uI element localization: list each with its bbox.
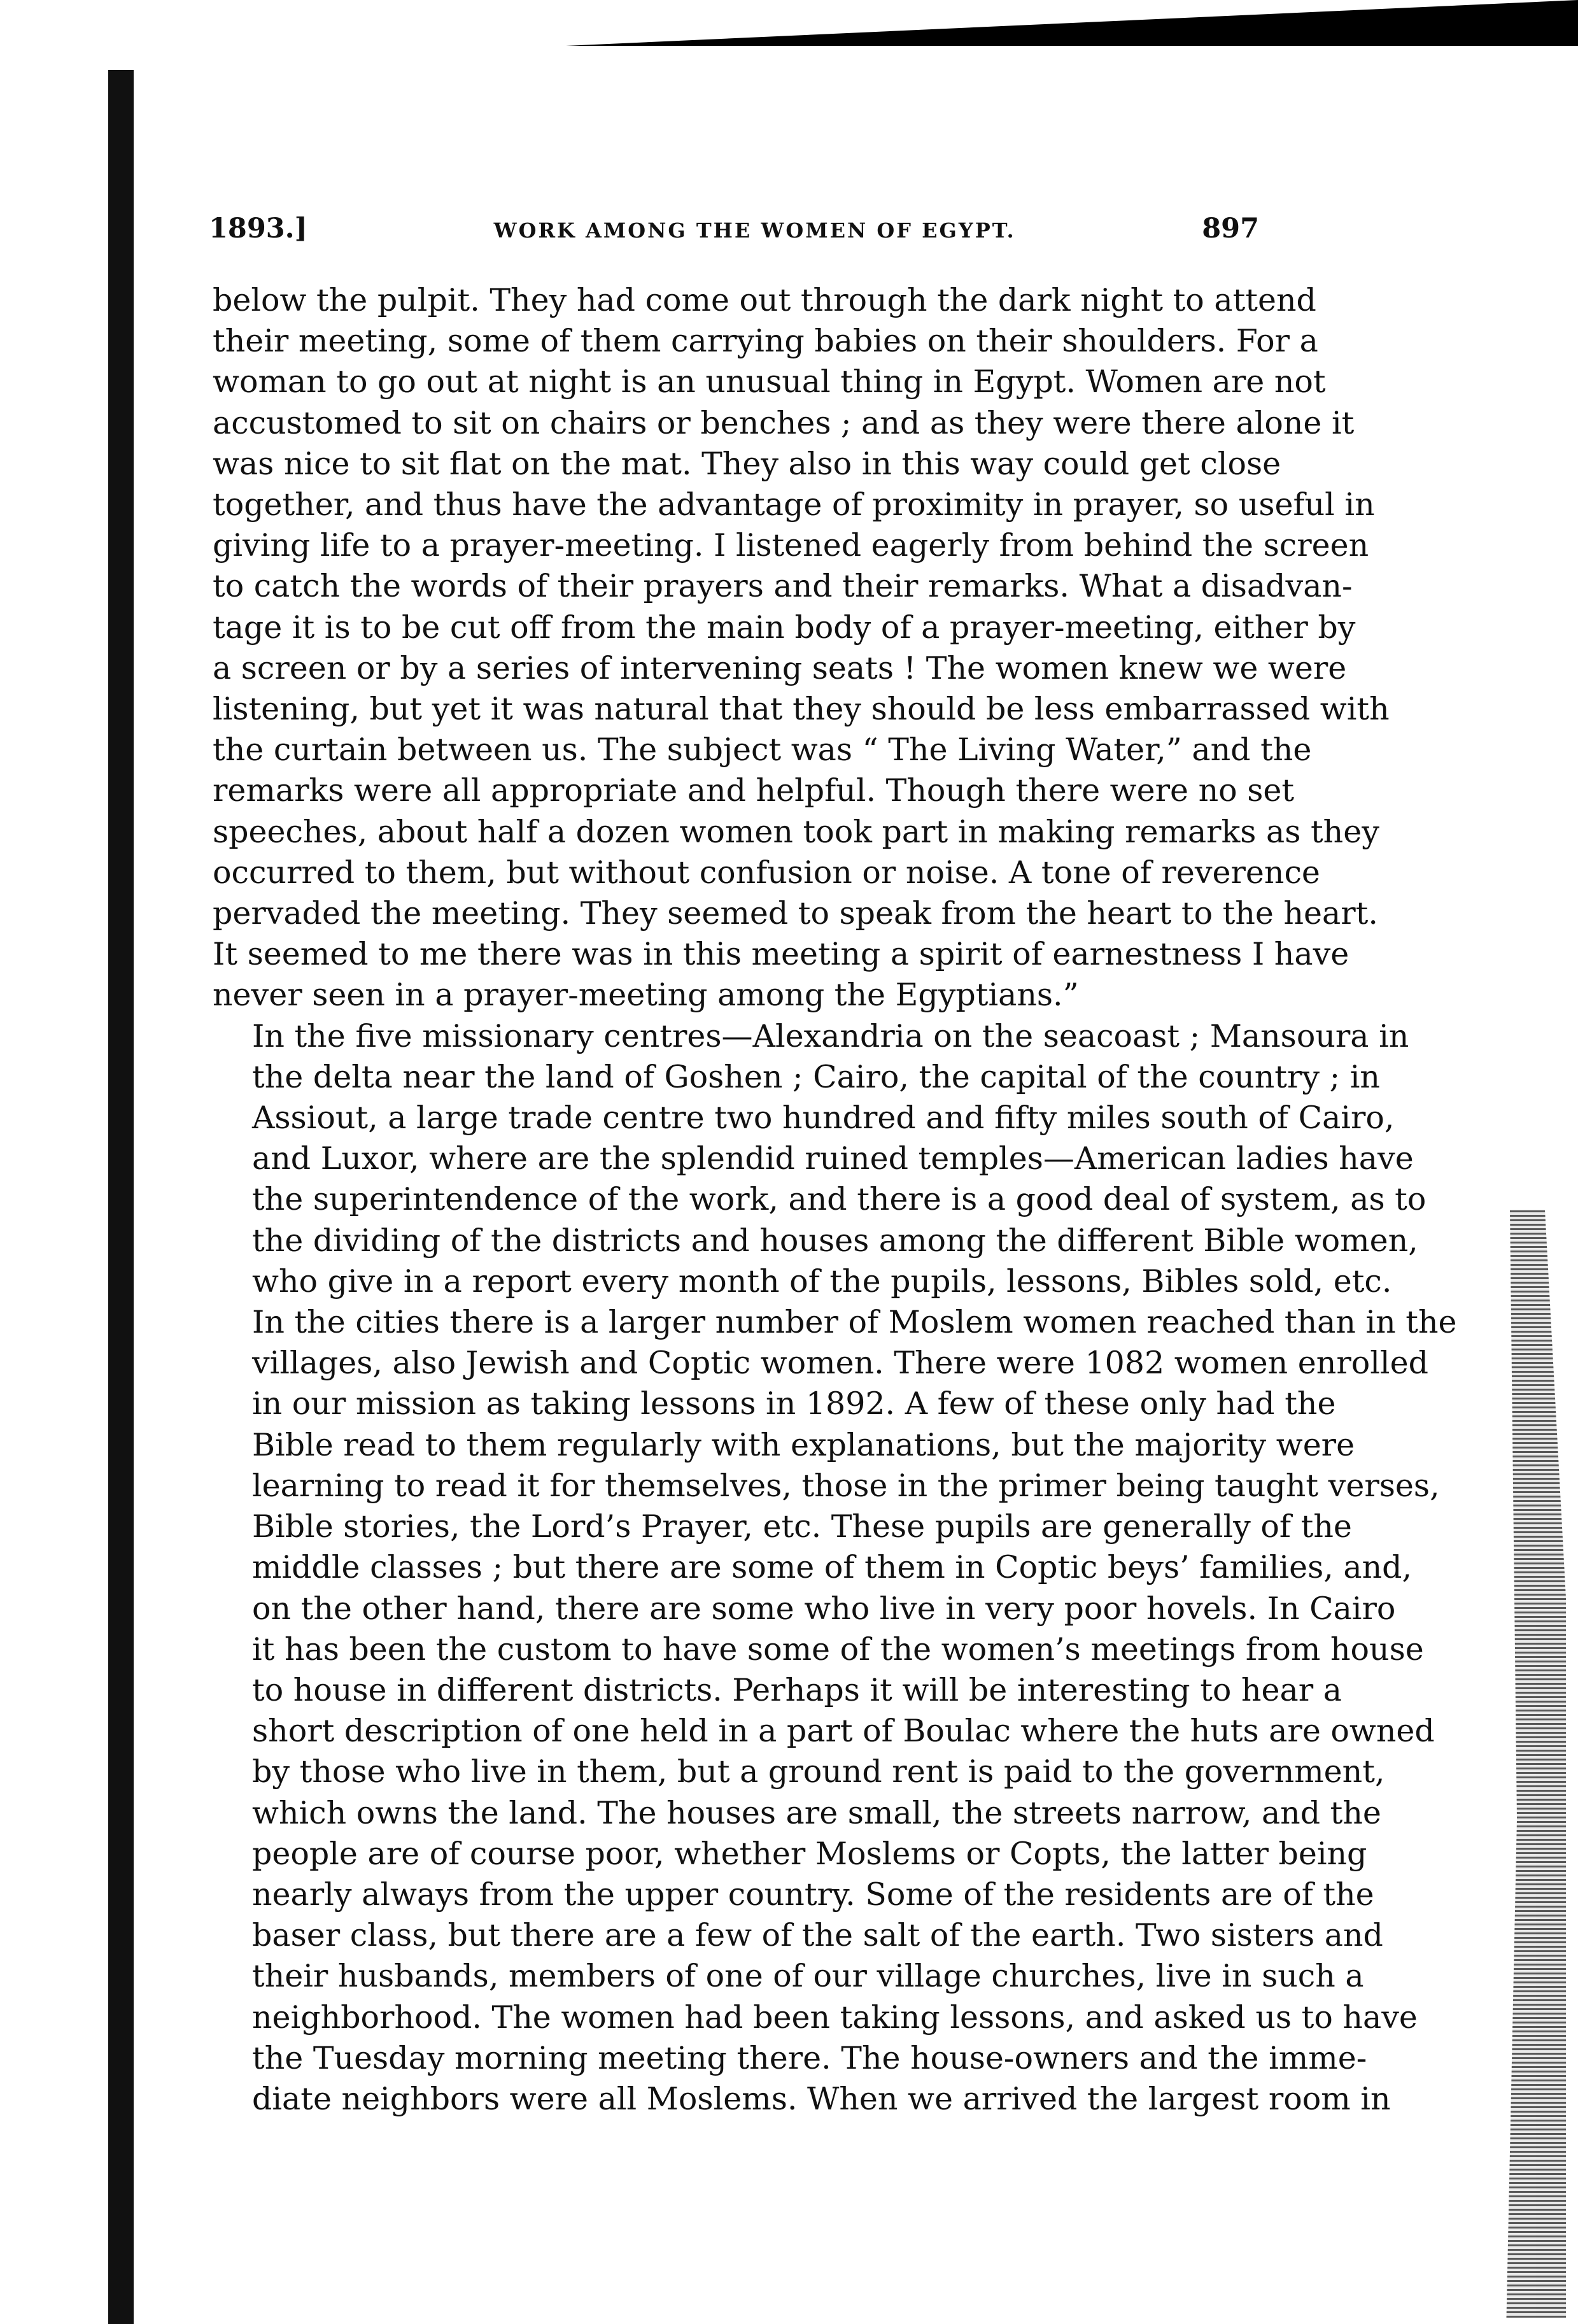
- paragraph: [213, 1016, 1457, 2120]
- text-line: together, and thus have the advantage of proximity in prayer, so useful in: [213, 486, 1375, 523]
- text-line: woman to go out at night is an unusual thing in Egypt. Women are not: [213, 364, 1326, 400]
- text-line: remarks were all appropriate and helpful. Though there were no set: [213, 772, 1295, 809]
- text-line: by those who live in them, but a ground rent is paid to the government,: [252, 1754, 1385, 1790]
- text-line: learning to read it for themselves, those in the primer being taught verses,: [252, 1467, 1440, 1504]
- text-line: nearly always from the upper country. Some of the residents are of the: [252, 1876, 1374, 1913]
- text-line: middle classes ; but there are some of them in Coptic beys’ families, and,: [252, 1549, 1412, 1586]
- text-line: Bible read to them regularly with explanations, but the majority were: [252, 1426, 1355, 1463]
- text-line: the Tuesday morning meeting there. The house-owners and the imme-: [252, 2039, 1367, 2076]
- text-line: who give in a report every month of the pupils, lessons, Bibles sold, etc.: [252, 1263, 1392, 1300]
- page-body: [213, 280, 1457, 2120]
- text-line: short description of one held in a part of Boulac where the huts are owned: [252, 1713, 1435, 1750]
- text-line: the dividing of the districts and houses among the different Bible women,: [252, 1222, 1418, 1259]
- text-line: It seemed to me there was in this meeting a spirit of earnestness I have: [213, 936, 1349, 973]
- text-line: below the pulpit. They had come out through the dark night to attend: [213, 282, 1316, 318]
- text-line: and Luxor, where are the splendid ruined temples—American ladies have: [252, 1140, 1414, 1177]
- text-line: speeches, about half a dozen women took part in making remarks as they: [213, 813, 1379, 850]
- text-line: to house in different districts. Perhaps it will be interesting to hear a: [252, 1671, 1342, 1708]
- text-line: In the cities there is a larger number of Moslem women reached than in the: [252, 1304, 1457, 1341]
- text-line: the superintendence of the work, and there is a good deal of system, as to: [252, 1181, 1427, 1218]
- text-line: neighborhood. The women had been taking lessons, and asked us to have: [252, 1999, 1418, 2036]
- text-line: a screen or by a series of intervening seats ! The women knew we were: [213, 649, 1347, 686]
- text-line: listening, but yet it was natural that they should be less embarrassed with: [213, 691, 1390, 728]
- header-title: WORK AMONG THE WOMEN OF EGYPT.: [493, 218, 1016, 243]
- text-line: tage it is to be cut off from the main body of a prayer-meeting, either by: [213, 609, 1356, 646]
- text-line: it has been the custom to have some of the women’s meetings from house: [252, 1631, 1424, 1668]
- text-line: never seen in a prayer-meeting among the Egyptians.”: [213, 977, 1079, 1014]
- text-line: villages, also Jewish and Coptic women. There were 1082 women enrolled: [252, 1345, 1428, 1382]
- paragraph: [213, 280, 1390, 1016]
- text-line: occurred to them, but without confusion or noise. A tone of reverence: [213, 854, 1320, 891]
- text-line: pervaded the meeting. They seemed to speak from the heart to the heart.: [213, 895, 1378, 932]
- text-line: the curtain between us. The subject was “ The Living Water,” and the: [213, 732, 1312, 769]
- text-line: accustomed to sit on chairs or benches ; and as they were there alone it: [213, 404, 1355, 441]
- text-line: Assiout, a large trade centre two hundred and fifty miles south of Cairo,: [252, 1100, 1395, 1137]
- text-line: Bible stories, the Lord’s Prayer, etc. These pupils are generally of the: [252, 1508, 1352, 1545]
- text-line: people are of course poor, whether Moslems or Copts, the latter being: [252, 1835, 1367, 1872]
- text-line: on the other hand, there are some who live in very poor hovels. In Cairo: [252, 1590, 1396, 1627]
- text-line: to catch the words of their prayers and their remarks. What a disadvan-: [213, 568, 1353, 605]
- scan-edge-right: [1496, 1210, 1566, 2318]
- scan-edge-top: [388, 0, 1578, 59]
- text-line: baser class, but there are a few of the salt of the earth. Two sisters and: [252, 1917, 1383, 1954]
- page-number: 897: [1202, 213, 1259, 244]
- scan-edge-left: [108, 70, 134, 2324]
- running-header: [209, 213, 1259, 264]
- text-line: diate neighbors were all Moslems. When we arrived the largest room in: [252, 2080, 1391, 2117]
- header-year: 1893.]: [209, 213, 307, 244]
- text-line: their husbands, members of one of our village churches, live in such a: [252, 1958, 1364, 1995]
- text-line: giving life to a prayer-meeting. I listened eagerly from behind the screen: [213, 527, 1369, 564]
- text-line: was nice to sit flat on the mat. They also in this way could get close: [213, 445, 1281, 482]
- text-line: in our mission as taking lessons in 1892. A few of these only had the: [252, 1385, 1336, 1422]
- text-line: the delta near the land of Goshen ; Cairo, the capital of the country ; in: [252, 1058, 1380, 1095]
- text-line: which owns the land. The houses are small, the streets narrow, and the: [252, 1794, 1381, 1831]
- text-line: In the five missionary centres—Alexandria on the seacoast ; Mansoura in: [252, 1017, 1409, 1054]
- text-line: their meeting, some of them carrying babies on their shoulders. For a: [213, 323, 1318, 360]
